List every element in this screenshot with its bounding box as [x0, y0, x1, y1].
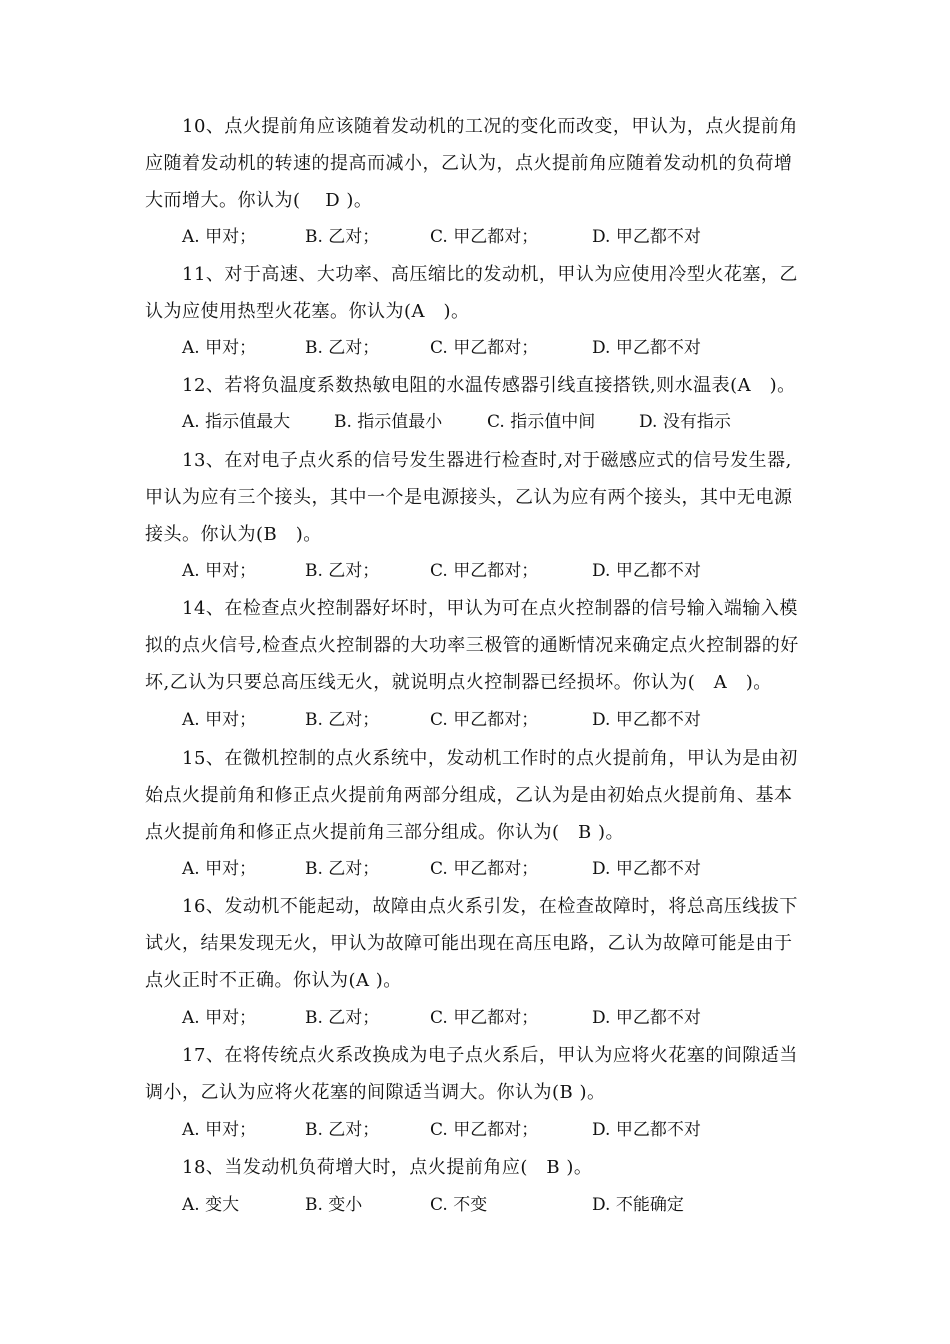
option-b: B. 乙对； — [305, 561, 380, 581]
option-a: A. 甲对； — [182, 227, 257, 247]
option-d: D. 甲乙都不对 — [592, 710, 701, 730]
question-13-stem: 13、在对电子点火系的信号发生器进行检查时,对于磁感应式的信号发生器,甲认为应有三个接头，其中一个是电源接头，乙认为应有两个接头，其中无电源接头。你认为(B )。 — [145, 450, 793, 545]
question-18-stem: 18、当发动机负荷增大时，点火提前角应( B )。 — [182, 1157, 593, 1178]
option-b: B. 乙对； — [305, 227, 380, 247]
option-d: D. 甲乙都不对 — [592, 1008, 701, 1028]
option-c: C. 指示值中间 — [487, 412, 596, 432]
option-d: D. 甲乙都不对 — [592, 227, 701, 247]
option-d: D. 甲乙都不对 — [592, 561, 701, 581]
question-16-stem: 16、发动机不能起动，故障由点火系引发，在检查故障时，将总高压线拔下试火，结果发现无火，甲认为故障可能出现在高压电路，乙认为故障可能是由于点火正时不正确。你认为(A )。 — [145, 896, 798, 991]
option-d: D. 甲乙都不对 — [592, 338, 701, 358]
option-c: C. 甲乙都对； — [430, 338, 539, 358]
question-17-stem: 17、在将传统点火系改换成为电子点火系后，甲认为应将火花塞的间隙适当调小，乙认为应将火花塞的间隙适当调大。你认为(B )。 — [145, 1045, 798, 1103]
option-c: C. 甲乙都对； — [430, 1120, 539, 1140]
option-a: A. 甲对； — [182, 1120, 257, 1140]
option-a: A. 甲对； — [182, 1008, 257, 1028]
option-c: C. 甲乙都对； — [430, 561, 539, 581]
option-d: D. 没有指示 — [639, 412, 731, 432]
question-11-stem: 11、对于高速、大功率、高压缩比的发动机，甲认为应使用冷型火花塞，乙认为应使用热型火花塞。你认为(A )。 — [145, 264, 798, 322]
option-b: B. 乙对； — [305, 710, 380, 730]
option-d: D. 甲乙都不对 — [592, 1120, 701, 1140]
option-a: A. 甲对； — [182, 561, 257, 581]
option-a: A. 甲对； — [182, 859, 257, 879]
option-a: A. 甲对； — [182, 710, 257, 730]
option-d: D. 不能确定 — [592, 1195, 684, 1215]
option-a: A. 指示值最大 — [182, 412, 291, 432]
option-c: C. 甲乙都对； — [430, 227, 539, 247]
option-b: B. 乙对； — [305, 1008, 380, 1028]
option-b: B. 乙对； — [305, 1120, 380, 1140]
option-a: A. 甲对； — [182, 338, 257, 358]
option-b: B. 指示值最小 — [334, 412, 443, 432]
option-c: C. 不变 — [430, 1195, 488, 1215]
question-14-stem: 14、在检查点火控制器好坏时，甲认为可在点火控制器的信号输入端输入模拟的点火信号,检查点火控制器的大功率三极管的通断情况来确定点火控制器的好坏,乙认为只要总高压线无火，就说明点火控制器已经损坏。你认为( A )。 — [145, 598, 799, 693]
question-10-stem: 10、点火提前角应该随着发动机的工况的变化而改变，甲认为，点火提前角应随着发动机的转速的提高而减小，乙认为，点火提前角应随着发动机的负荷增大而增大。你认为( D )。 — [145, 116, 798, 211]
option-a: A. 变大 — [182, 1195, 240, 1215]
option-b: B. 变小 — [305, 1195, 363, 1215]
option-c: C. 甲乙都对； — [430, 710, 539, 730]
question-15-stem: 15、在微机控制的点火系统中，发动机工作时的点火提前角，甲认为是由初始点火提前角和修正点火提前角两部分组成，乙认为是由初始点火提前角、基本点火提前角和修正点火提前角三部分组成。你认为( B )。 — [145, 748, 798, 843]
option-c: C. 甲乙都对； — [430, 859, 539, 879]
option-b: B. 乙对； — [305, 859, 380, 879]
option-b: B. 乙对； — [305, 338, 380, 358]
option-d: D. 甲乙都不对 — [592, 859, 701, 879]
option-c: C. 甲乙都对； — [430, 1008, 539, 1028]
question-12-stem: 12、若将负温度系数热敏电阻的水温传感器引线直接搭铁,则水温表(A )。 — [182, 375, 796, 396]
